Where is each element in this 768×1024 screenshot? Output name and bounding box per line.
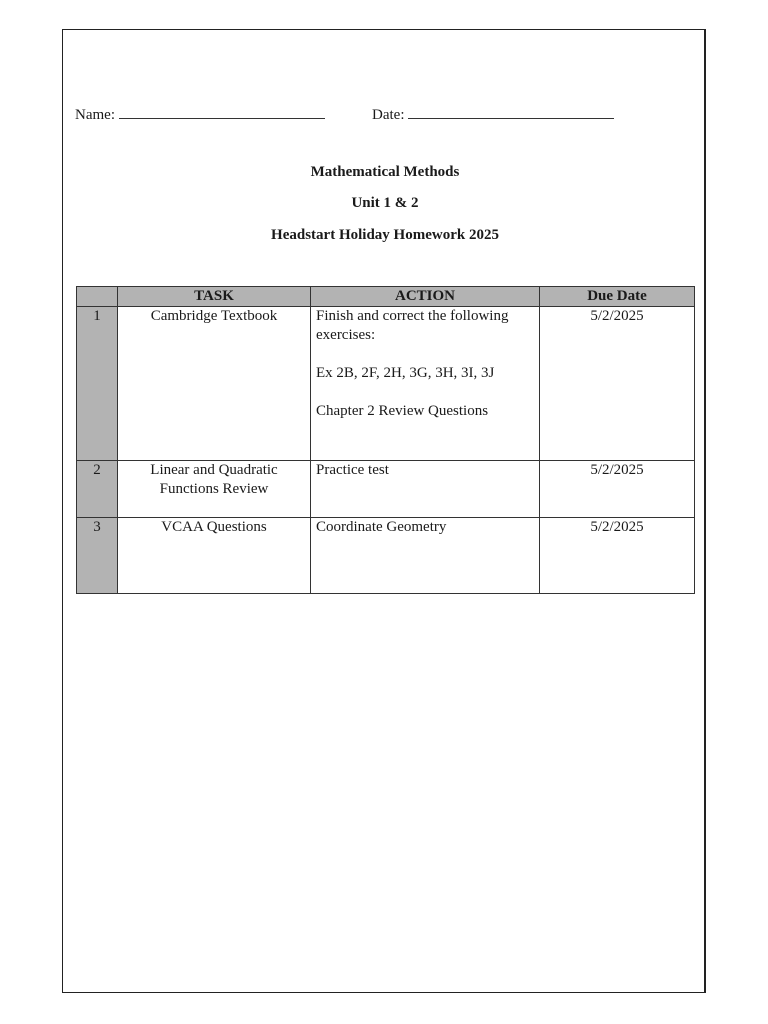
table-row xyxy=(77,461,695,518)
name-blank-line[interactable] xyxy=(119,103,325,119)
due-date-cell: 5/2/2025 xyxy=(540,518,695,594)
document-page xyxy=(62,29,706,993)
document-title: Headstart Holiday Homework 2025 xyxy=(271,227,499,243)
unit-heading: Unit 1 & 2 xyxy=(351,195,419,211)
column-header-task: TASK xyxy=(118,287,311,307)
action-line: Coordinate Geometry xyxy=(316,519,447,535)
task-cell: Cambridge Textbook xyxy=(118,307,311,461)
action-cell xyxy=(311,307,540,461)
table-row xyxy=(77,518,695,594)
subject-heading: Mathematical Methods xyxy=(310,164,460,180)
task-cell: Linear and Quadratic Functions Review xyxy=(118,461,311,518)
date-label: Date: xyxy=(372,107,405,123)
homework-table xyxy=(76,286,695,594)
action-cell xyxy=(311,518,540,594)
table-row xyxy=(77,307,695,461)
action-line: Practice test xyxy=(316,462,389,478)
due-date-cell: 5/2/2025 xyxy=(540,307,695,461)
row-number: 2 xyxy=(77,461,118,518)
name-field[interactable] xyxy=(75,103,325,124)
column-header-number xyxy=(77,287,118,307)
action-line: Finish and correct the following exercises: xyxy=(316,308,509,343)
due-date-cell: 5/2/2025 xyxy=(540,461,695,518)
name-label: Name: xyxy=(75,107,115,123)
row-number: 3 xyxy=(77,518,118,594)
row-number: 1 xyxy=(77,307,118,461)
date-blank-line[interactable] xyxy=(408,103,614,119)
action-cell xyxy=(311,461,540,518)
date-field[interactable] xyxy=(372,103,614,124)
table-header-row xyxy=(77,287,695,307)
action-line: Ex 2B, 2F, 2H, 3G, 3H, 3I, 3J xyxy=(316,365,495,381)
column-header-due-date: Due Date xyxy=(540,287,695,307)
action-line: Chapter 2 Review Questions xyxy=(316,403,489,419)
task-cell: VCAA Questions xyxy=(118,518,311,594)
column-header-action: ACTION xyxy=(311,287,540,307)
